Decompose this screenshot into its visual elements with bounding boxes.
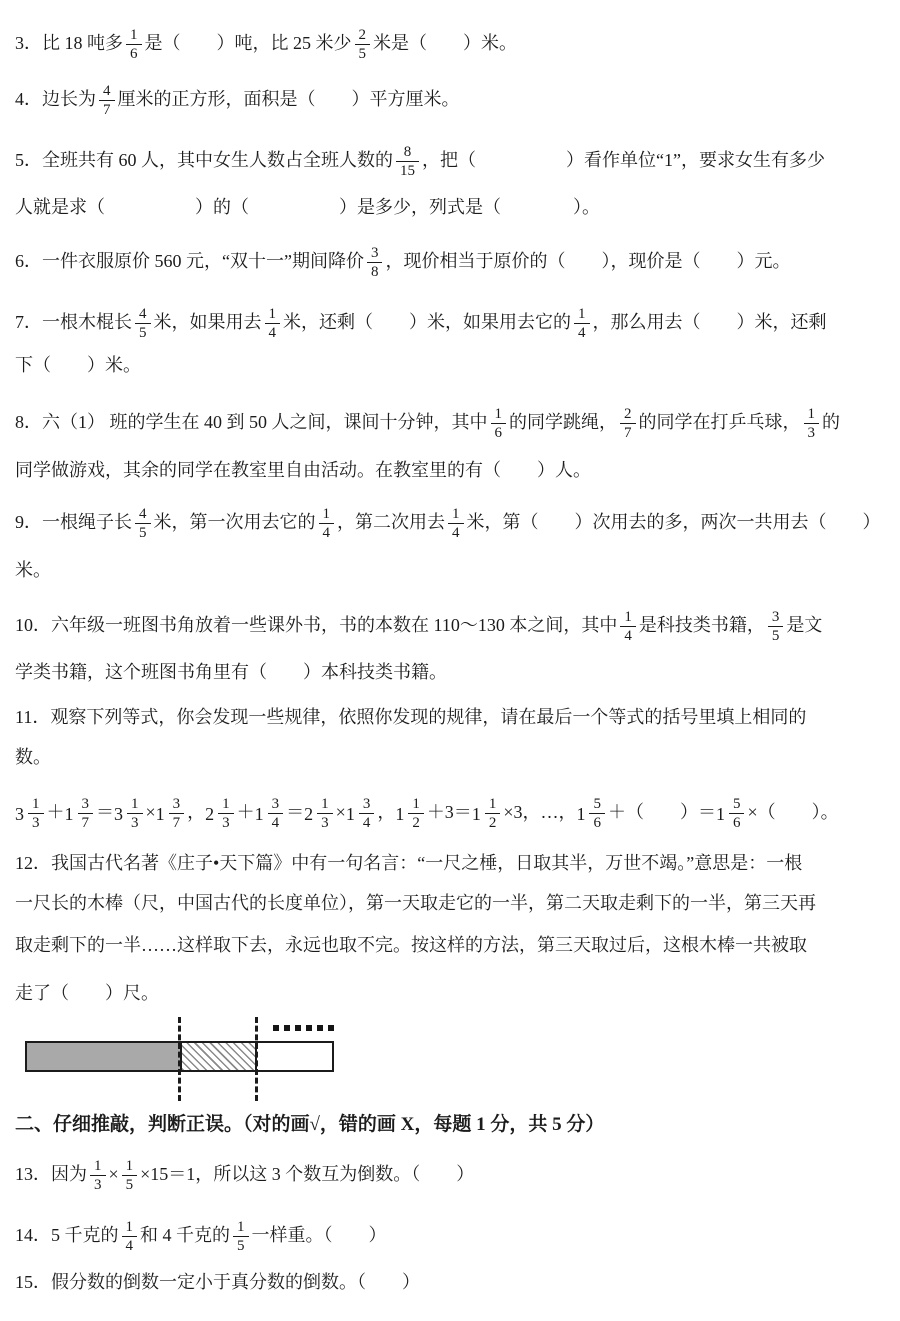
question-5-line-1 [15, 132, 895, 188]
fraction-denominator: 4 [578, 325, 586, 342]
fraction-denominator: 3 [131, 815, 139, 832]
text-run: 米，第一次用去它的 [153, 512, 316, 532]
fraction [620, 406, 636, 443]
fraction-denominator: 4 [624, 628, 632, 645]
text-run: ＋（ ）＝ [607, 802, 716, 822]
section-2-heading [15, 1112, 895, 1138]
text-run: 5．全班共有 60 人，其中女生人数占全班人数的 [15, 150, 393, 170]
bar-segment-taken-day1 [27, 1043, 180, 1070]
text-run: ，把（ ）看作单位“1”，要求女生有多少 [422, 150, 825, 170]
fraction [99, 83, 115, 120]
fraction-numerator: 4 [135, 306, 151, 325]
text-run: 米。 [15, 560, 51, 580]
fraction [122, 1158, 138, 1195]
fraction-numerator: 1 [127, 796, 143, 815]
fraction-denominator: 4 [362, 815, 371, 832]
fraction-numerator: 1 [90, 1158, 106, 1177]
text-run: 15．假分数的倒数一定小于真分数的倒数。（ ） [15, 1272, 420, 1292]
fraction-denominator: 6 [130, 46, 138, 63]
text-run: 10．六年级一班图书角放着一些课外书，书的本数在 110～130 本之间，其中 [15, 615, 618, 635]
text-run: 13．因为 [15, 1164, 87, 1184]
fraction-denominator: 4 [268, 325, 276, 342]
text-run: 9．一根绳子长 [15, 512, 132, 532]
fraction-denominator: 5 [771, 628, 780, 645]
fraction-numerator: 1 [804, 406, 820, 425]
fraction-numerator: 8 [396, 144, 419, 163]
text-run: 取走剩下的一半……这样取下去，永远也取不完。按这样的方法，第三天取过后，这根木棒一共被取 [15, 935, 807, 955]
text-run: 8．六（1） 班的学生在 40 到 50 人之间，课间十分钟，其中 [15, 412, 488, 432]
fraction-denominator: 6 [494, 425, 502, 442]
fraction [317, 796, 333, 833]
question-8-line-1 [15, 394, 895, 450]
text-run: 的同学跳绳， [509, 412, 617, 432]
mixed-number-whole: 1 [715, 803, 725, 824]
text-run: 一样重。（ ） [251, 1225, 387, 1245]
fraction-numerator: 1 [408, 796, 424, 815]
question-7-line-2 [15, 352, 895, 378]
fraction [78, 796, 94, 833]
text-run: 同学做游戏，其余的同学在教室里自由活动。在教室里的有（ ）人。 [15, 460, 591, 480]
dot-icon [284, 1025, 290, 1031]
dot-icon [317, 1025, 323, 1031]
fraction [408, 796, 424, 833]
fraction-numerator: 1 [122, 1158, 138, 1177]
fraction-numerator: 3 [359, 796, 375, 815]
fraction-denominator: 5 [139, 525, 147, 542]
question-10-line-2 [15, 659, 895, 685]
fraction-numerator: 1 [126, 27, 142, 46]
text-run: ×3，…， [503, 802, 577, 822]
text-run: 7．一根木棍长 [15, 312, 132, 332]
text-run: 米，如果用去 [153, 312, 262, 332]
text-run: ×（ ）。 [747, 802, 839, 822]
fraction [620, 609, 636, 646]
question-13 [15, 1146, 895, 1202]
fraction-numerator: 5 [729, 796, 745, 815]
fraction-denominator: 5 [237, 1238, 245, 1255]
dot-icon [273, 1025, 279, 1031]
question-3 [15, 15, 895, 71]
dashed-divider-half [178, 1017, 181, 1101]
fraction-denominator: 4 [271, 815, 280, 832]
fraction [169, 796, 185, 833]
fraction [135, 306, 151, 343]
text-run: 二、仔细推敲，判断正误。（对的画√，错的画 X，每题 1 分，共 5 分） [15, 1114, 605, 1135]
fraction [126, 27, 142, 64]
fraction [768, 609, 784, 646]
question-11-line-2 [15, 744, 895, 770]
text-run: 米，还剩（ ）米，如果用去它的 [283, 312, 571, 332]
text-run: 下（ ）米。 [15, 355, 141, 375]
fraction [359, 796, 375, 833]
fraction-denominator: 15 [400, 163, 415, 180]
fraction-numerator: 1 [319, 506, 335, 525]
text-run: × [335, 802, 346, 822]
question-8-line-2 [15, 457, 895, 483]
question-14 [15, 1207, 895, 1263]
fraction-numerator: 1 [620, 609, 636, 628]
fraction-numerator: 3 [367, 245, 383, 264]
fraction [233, 1219, 249, 1256]
fraction-denominator: 7 [624, 425, 632, 442]
fraction-numerator: 2 [355, 27, 371, 46]
mixed-number-whole: 3 [15, 803, 24, 824]
fraction-numerator: 1 [265, 306, 281, 325]
text-run: ＋3＝ [426, 802, 472, 822]
stick-bar-diagram [15, 1012, 445, 1117]
fraction-numerator: 3 [78, 796, 94, 815]
fraction-numerator: 1 [485, 796, 501, 815]
question-11-equation [15, 784, 895, 840]
mixed-number-whole: 2 [304, 803, 314, 824]
question-11-line-1 [15, 704, 895, 730]
mixed-number-whole: 1 [64, 803, 74, 824]
fraction-denominator: 4 [452, 525, 460, 542]
question-5-line-2 [15, 194, 895, 220]
fraction-denominator: 6 [593, 815, 601, 832]
fraction [268, 796, 284, 833]
text-run: 米是（ ）米。 [373, 33, 517, 53]
text-run: 和 4 千克的 [140, 1225, 230, 1245]
fraction-numerator: 1 [218, 796, 234, 815]
fraction [218, 796, 234, 833]
text-run: 数。 [15, 747, 51, 767]
text-run: 一尺长的木棒（尺，中国古代的长度单位），第一天取走它的一半，第二天取走剩下的一半，第三天再 [15, 893, 816, 913]
fraction [491, 406, 507, 443]
mixed-number-whole: 3 [114, 803, 123, 824]
fraction-denominator: 4 [322, 525, 330, 542]
dot-icon [295, 1025, 301, 1031]
text-run: 厘米的正方形，面积是（ ）平方厘米。 [117, 89, 460, 109]
fraction-numerator: 3 [768, 609, 784, 628]
fraction-denominator: 3 [222, 815, 230, 832]
fraction-numerator: 1 [448, 506, 464, 525]
fraction [729, 796, 745, 833]
question-12-line-3 [15, 932, 895, 958]
fraction-denominator: 4 [125, 1238, 133, 1255]
fraction-denominator: 7 [81, 815, 89, 832]
fraction [355, 27, 371, 64]
fraction-denominator: 3 [321, 815, 329, 832]
fraction-numerator: 3 [268, 796, 284, 815]
fraction-numerator: 4 [99, 83, 115, 102]
fraction-denominator: 3 [807, 425, 815, 442]
dashed-divider-quarter [255, 1017, 258, 1101]
fraction-numerator: 5 [589, 796, 605, 815]
fraction [396, 144, 419, 181]
text-run: 14．5 千克的 [15, 1225, 119, 1245]
fraction-denominator: 2 [488, 815, 497, 832]
mixed-number-whole: 2 [205, 803, 215, 824]
text-run: 是文 [786, 615, 823, 635]
fraction-denominator: 5 [358, 46, 366, 63]
bar-segment-remaining [257, 1043, 332, 1070]
text-run: ＋ [46, 802, 65, 822]
text-run: 是（ ）吨，比 25 米少 [144, 33, 352, 53]
fraction [90, 1158, 106, 1195]
mixed-number-whole: 1 [576, 803, 586, 824]
fraction [122, 1219, 138, 1256]
text-run: 3．比 18 吨多 [15, 33, 123, 53]
fraction [448, 506, 464, 543]
fraction-denominator: 6 [732, 815, 741, 832]
question-15 [15, 1269, 895, 1295]
mixed-number-whole: 1 [254, 803, 264, 824]
question-10-line-1 [15, 597, 895, 653]
fraction-denominator: 3 [94, 1177, 102, 1194]
text-run: 是科技类书籍， [638, 615, 765, 635]
text-run: 学类书籍，这个班图书角里有（ ）本科技类书籍。 [15, 662, 447, 682]
fraction-numerator: 1 [491, 406, 507, 425]
text-run: 走了（ ）尺。 [15, 983, 159, 1003]
fraction [589, 796, 605, 833]
fraction-denominator: 7 [103, 102, 111, 119]
question-12-line-4 [15, 980, 895, 1006]
dot-icon [328, 1025, 334, 1031]
question-12-line-1 [15, 850, 895, 876]
continuation-dots [273, 1025, 334, 1031]
question-7-line-1 [15, 294, 895, 350]
fraction-denominator: 7 [172, 815, 181, 832]
mixed-number-whole: 1 [471, 803, 481, 824]
text-run: ＋ [236, 802, 255, 822]
text-run: ， [377, 802, 396, 822]
question-9-line-2 [15, 557, 895, 583]
text-run: ＝ [286, 802, 305, 822]
text-run: 4．边长为 [15, 89, 96, 109]
fraction-denominator: 2 [412, 815, 420, 832]
text-run: ，那么用去（ ）米，还剩 [592, 312, 827, 332]
fraction [127, 796, 143, 833]
question-12-line-2 [15, 890, 895, 916]
text-run: 米，第（ ）次用去的多，两次一共用去（ ） [466, 512, 881, 532]
fraction-numerator: 1 [574, 306, 590, 325]
text-run: ，现价相当于原价的（ ），现价是（ ）元。 [385, 251, 791, 271]
fraction-numerator: 1 [28, 796, 44, 815]
fraction-numerator: 4 [135, 506, 151, 525]
fraction-numerator: 3 [169, 796, 185, 815]
fraction [28, 796, 44, 833]
fraction-numerator: 1 [122, 1219, 138, 1238]
bar-segment-taken-day2 [180, 1043, 257, 1070]
text-run: 6．一件衣服原价 560 元，“双十一”期间降价 [15, 251, 364, 271]
fraction [367, 245, 383, 282]
fraction-denominator: 5 [125, 1177, 134, 1194]
mixed-number-whole: 1 [345, 803, 355, 824]
fraction-denominator: 3 [32, 815, 40, 832]
text-run: × [108, 1164, 119, 1184]
text-run: 的 [822, 412, 840, 432]
fraction-numerator: 2 [620, 406, 636, 425]
question-6 [15, 233, 895, 289]
fraction [485, 796, 501, 833]
fraction [265, 306, 281, 343]
mixed-number-whole: 1 [395, 803, 405, 824]
text-run: 11．观察下列等式，你会发现一些规律，依照你发现的规律，请在最后一个等式的括号里填上相同的 [15, 707, 807, 727]
question-4 [15, 71, 895, 127]
mixed-number-whole: 1 [155, 803, 165, 824]
fraction [135, 506, 151, 543]
fraction-numerator: 1 [317, 796, 333, 815]
fraction-numerator: 1 [233, 1219, 249, 1238]
question-9-line-1 [15, 494, 895, 550]
text-run: 12．我国古代名著《庄子•天下篇》中有一句名言：“一尺之棰，日取其半，万世不竭。”意思是：一根 [15, 853, 803, 873]
text-run: × [145, 802, 156, 822]
fraction [319, 506, 335, 543]
text-run: ×15＝1，所以这 3 个数互为倒数。（ ） [140, 1164, 475, 1184]
fraction [804, 406, 820, 443]
text-run: ＝ [96, 802, 114, 822]
text-run: ，第二次用去 [337, 512, 445, 532]
fraction [574, 306, 590, 343]
text-run: 人就是求（ ）的（ ）是多少，列式是（ ）。 [15, 197, 600, 217]
fraction-denominator: 5 [139, 325, 147, 342]
fraction-denominator: 8 [370, 264, 379, 281]
text-run: 的同学在打乒乓球， [638, 412, 801, 432]
dot-icon [306, 1025, 312, 1031]
text-run: ， [187, 802, 206, 822]
